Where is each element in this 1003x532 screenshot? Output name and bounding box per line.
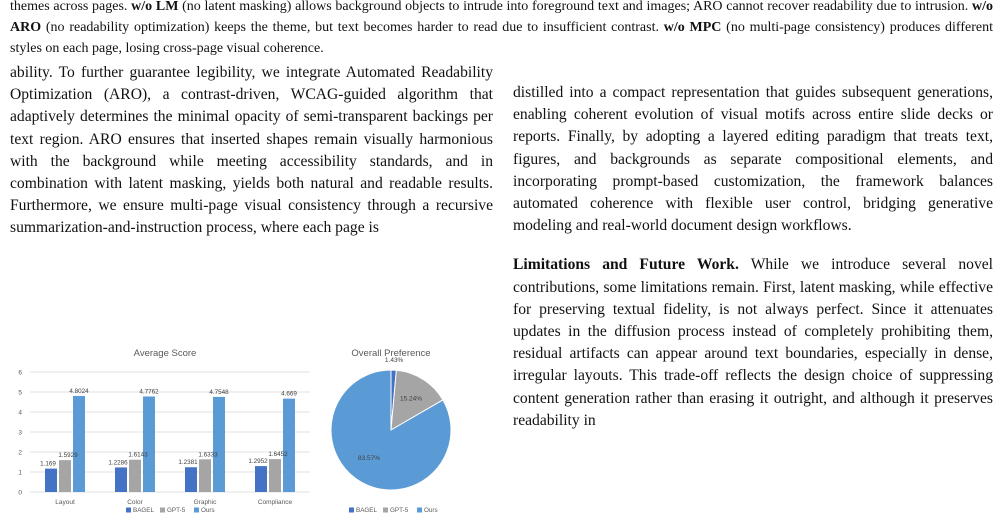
bar-bagel: [45, 469, 57, 492]
legend-label: GPT-5: [390, 507, 409, 514]
y-tick-label: 3: [18, 429, 22, 437]
bar-bagel: [115, 467, 127, 492]
y-tick-label: 1: [18, 469, 22, 477]
legend-label: BAGEL: [133, 507, 154, 514]
x-tick-label: Layout: [55, 499, 75, 506]
bar-data-label: 1.2381: [178, 459, 198, 467]
bar-gpt-5: [129, 460, 141, 492]
legend-label: Ours: [424, 507, 438, 514]
legend-swatch: [126, 508, 131, 513]
average-score-bar-chart: [0, 340, 310, 532]
overall-preference-pie-chart: [315, 340, 490, 532]
legend-swatch: [160, 508, 165, 513]
caption-aro-label: w/o ARO: [10, 0, 994, 35]
bar-data-label: 1.2286: [108, 459, 128, 467]
right-paragraph: distilled into a compact representation that guides subsequent generations, enabling coherent evolution of visual motifs across entire slide decks or reports. Finally, by adopting a layered editing paradigm that treats text, figures, and backgrounds as separate compositional elements, and incorporating prompt-based customization, the framework balances automated coherence with flexible user control, bridging generative modeling and real-world document design workflows.: [513, 84, 993, 235]
bar-data-label: 4.7548: [209, 388, 229, 396]
pie-chart-title: Overall Preference: [351, 348, 431, 359]
limitations-text: While we introduce several novel contributions, some limitations remain. First, latent masking, while effective for preserving textual fidelity, is not always perfect. Since it attenuates updates in the diffusion process instead of completely prohibiting them, residual artifacts can appear around text boundaries, especially in dense, irregular layouts. This trade-off reflects the design choice of suppressing content generation rather than erasing it outright, and although it preserves readability in: [513, 256, 993, 429]
legend-label: Ours: [201, 507, 215, 514]
limitations-paragraph: [513, 254, 993, 432]
left-paragraph: ability. To further guarantee legibility, we integrate Automated Readability Optimization (ARO), a contrast-driven, WCAG-guided algorithm that adaptively determines the minimal opacity of semi-transparent backings per text region. ARO ensures that inserted shapes remain visually harmonious with the background while meeting accessibility standards, and in combination with latent masking, yields both natural and readable results. Furthermore, we ensure multi-page visual consistency through a recursive summarization-and-instruction process, where each page is: [10, 64, 493, 237]
bar-bagel: [255, 466, 267, 492]
bar-data-label: 1.169: [40, 460, 56, 468]
bar-ours: [213, 397, 225, 492]
y-tick-label: 4: [18, 409, 22, 417]
bar-ours: [283, 399, 295, 492]
legend-label: GPT-5: [167, 507, 186, 514]
figure-caption: [10, 0, 993, 59]
bar-gpt-5: [269, 459, 281, 492]
pie-data-label: 15.24%: [399, 395, 423, 403]
bar-data-label: 4.669: [281, 390, 297, 398]
bar-chart-title: Average Score: [133, 348, 197, 359]
bar-data-label: 1.5929: [58, 452, 78, 460]
right-column: [513, 82, 993, 432]
caption-mpc-text: (no multi-page consistency) produces different styles on each page, losing cross-page visual coherence.: [10, 20, 993, 56]
x-tick-label: Graphic: [193, 499, 217, 506]
pie-data-label: 83.57%: [357, 455, 381, 462]
bar-data-label: 4.7762: [139, 388, 159, 396]
bar-bagel: [185, 467, 197, 492]
left-column: [10, 62, 493, 240]
bar-gpt-5: [199, 459, 211, 492]
caption-lm-label: w/o LM: [131, 0, 179, 14]
x-tick-label: Compliance: [257, 499, 293, 506]
bar-data-label: 1.6333: [198, 451, 218, 459]
legend-swatch: [349, 508, 354, 513]
legend-label: BAGEL: [356, 507, 377, 514]
bar-data-label: 1.2952: [248, 458, 268, 466]
caption-mpc-label: w/o MPC: [663, 20, 722, 35]
y-tick-label: 6: [18, 369, 22, 377]
bar-data-label: 4.8024: [69, 387, 89, 395]
y-tick-label: 5: [18, 389, 22, 397]
x-tick-label: Color: [127, 499, 143, 506]
pie-data-label: 1.43%: [384, 357, 404, 365]
limitations-heading: Limitations and Future Work.: [513, 256, 739, 274]
caption-sentence-tail: themes across pages.: [10, 0, 128, 14]
bar-data-label: 1.6143: [128, 451, 148, 459]
bar-ours: [143, 396, 155, 492]
legend-swatch: [417, 508, 422, 513]
bar-data-label: 1.6452: [268, 451, 288, 459]
bar-gpt-5: [59, 460, 71, 492]
legend-swatch: [383, 508, 388, 513]
y-tick-label: 2: [18, 449, 22, 457]
y-tick-label: 0: [18, 489, 22, 497]
legend-swatch: [194, 508, 199, 513]
caption-aro-text: (no readability optimization) keeps the theme, but text becomes harder to read due to insufficient contrast.: [45, 20, 659, 35]
bar-ours: [73, 396, 85, 492]
caption-lm-text: (no latent masking) allows background objects to intrude into foreground text and images; ARO cannot recover readability due to intrusion.: [182, 0, 969, 14]
